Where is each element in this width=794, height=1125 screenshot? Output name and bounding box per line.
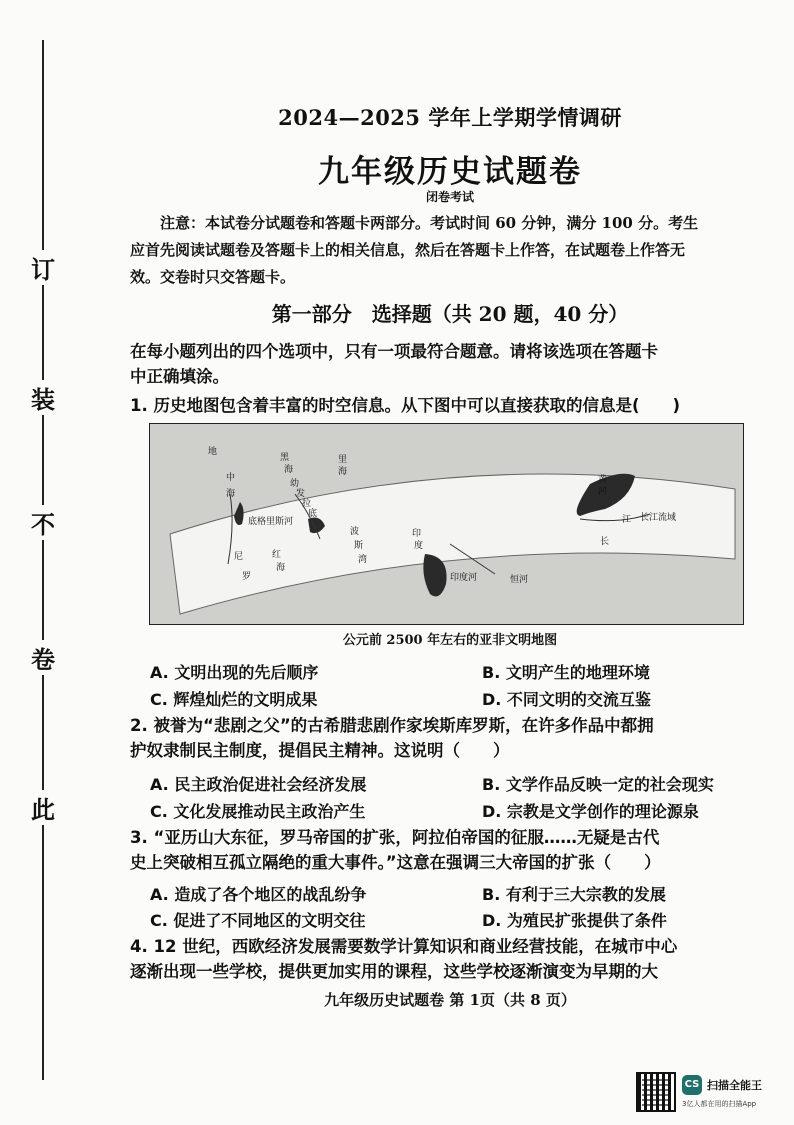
q3-option-b: B. 有利于三大宗教的发展: [482, 885, 666, 904]
notice-line: 注意：本试卷分试题卷和答题卡两部分。考试时间 60 分钟，满分 100 分。考生: [130, 214, 699, 232]
q2-option-b: B. 文学作品反映一定的社会现实: [482, 775, 714, 794]
q2-stem-line: 2. 被誉为“悲剧之父”的古希腊悲剧作家埃斯库罗斯，在许多作品中都拥: [130, 716, 654, 735]
notice-line: 应首先阅读试题卷及答题卡上的相关信息，然后在答题卡上作答，在试题卷上作答无: [130, 241, 686, 259]
map-label: 地: [208, 447, 218, 457]
map-label: 黑: [280, 453, 290, 463]
map-label: 海: [226, 489, 236, 499]
notice-block: [130, 210, 770, 291]
map-label: 尼: [234, 552, 244, 562]
q4-stem: [130, 934, 770, 984]
map-caption: 公元前 2500 年左右的亚非文明地图: [342, 633, 558, 648]
exam-paper-title: 九年级历史试题卷: [318, 154, 582, 190]
map-svg: [150, 424, 743, 624]
map-label: 罗: [242, 572, 252, 582]
instructions: [130, 339, 770, 389]
civilization-map: [149, 423, 744, 625]
map-label: 底格里斯河: [248, 517, 294, 527]
q4-stem-line: 逐渐出现一些学校，提供更加实用的课程，这些学校逐渐演变为早期的大: [130, 962, 658, 981]
map-label: 海: [284, 465, 294, 475]
map-label: 海: [338, 467, 348, 477]
qr-code-icon: [636, 1072, 676, 1112]
instructions-line: 在每小题列出的四个选项中，只有一项最符合题意。请将该选项在答题卡: [130, 342, 658, 361]
q4-stem-line: 4. 12 世纪，西欧经济发展需要数学计算知识和商业经营技能，在城市中心: [130, 937, 678, 956]
binding-line: [42, 40, 44, 1080]
page-footer: 九年级历史试题卷 第 1页（共 8 页）: [324, 991, 576, 1009]
map-label: 中: [226, 473, 236, 483]
map-label: 拉: [302, 499, 312, 509]
q1-option-b: B. 文明产生的地理环境: [482, 663, 650, 682]
q1-option-c: C. 辉煌灿烂的文明成果: [150, 690, 318, 709]
q2-stem: [130, 713, 770, 763]
binding-char-bu: 不: [30, 505, 56, 540]
map-label: 江: [622, 515, 632, 525]
binding-char-ding: 订: [30, 250, 56, 285]
map-label: 底: [308, 509, 318, 519]
map-label: 河: [598, 487, 608, 497]
camscanner-logo-icon: CS: [682, 1075, 702, 1095]
camscanner-name: 扫描全能王: [707, 1079, 762, 1092]
q2-option-a: A. 民主政治促进社会经济发展: [150, 775, 367, 794]
map-label: 湾: [358, 555, 368, 565]
q2-stem-line: 护奴隶制民主制度，提倡民主精神。这说明（ ）: [130, 741, 510, 760]
camscanner-tagline: 3亿人都在用的扫描App: [682, 1100, 757, 1108]
map-label: 度: [414, 541, 424, 551]
map-label: 长: [600, 537, 610, 547]
map-label: 海: [276, 563, 286, 573]
binding-char-juan: 卷: [30, 640, 56, 675]
map-label: 波: [350, 527, 360, 537]
q1-option-d: D. 不同文明的交流互鉴: [482, 690, 651, 709]
notice-line: 效。交卷时只交答题卡。: [130, 268, 296, 286]
map-label: 恒河: [510, 575, 529, 585]
q3-stem: [130, 825, 770, 875]
q3-stem-line: 史上突破相互孤立隔绝的重大事件。”这意在强调三大帝国的扩张（ ）: [130, 853, 661, 872]
q1-option-a: A. 文明出现的先后顺序: [150, 663, 319, 682]
instructions-line: 中正确填涂。: [130, 367, 229, 386]
map-label: 斯: [354, 541, 364, 551]
binding-char-ci: 此: [30, 790, 56, 825]
map-label: 印: [412, 529, 422, 539]
exam-term-title: 2024—2025 学年上学期学情调研: [278, 105, 622, 130]
map-label: 红: [272, 550, 282, 560]
map-label: 黄: [598, 475, 608, 485]
map-label: 印度河: [450, 573, 478, 583]
q3-option-c: C. 促进了不同地区的文明交往: [150, 911, 366, 930]
q3-stem-line: 3. “亚历山大东征，罗马帝国的扩张，阿拉伯帝国的征服……无疑是古代: [130, 828, 660, 847]
binding-char-zhuang: 装: [30, 380, 56, 415]
q2-option-c: C. 文化发展推动民主政治产生: [150, 802, 366, 821]
q2-option-d: D. 宗教是文学创作的理论源泉: [482, 802, 699, 821]
exam-mode: 闭卷考试: [425, 190, 474, 204]
map-label: 里: [338, 455, 348, 465]
map-label: 幼: [290, 479, 300, 489]
section-title: 第一部分 选择题（共 20 题，40 分）: [271, 302, 629, 326]
q3-option-a: A. 造成了各个地区的战乱纷争: [150, 885, 367, 904]
q1-stem: 1. 历史地图包含着丰富的时空信息。从下图中可以直接获取的信息是( ): [130, 396, 681, 415]
map-label: 发: [296, 489, 306, 499]
map-label: 长江流域: [640, 513, 677, 523]
q3-option-d: D. 为殖民扩张提供了条件: [482, 911, 667, 930]
